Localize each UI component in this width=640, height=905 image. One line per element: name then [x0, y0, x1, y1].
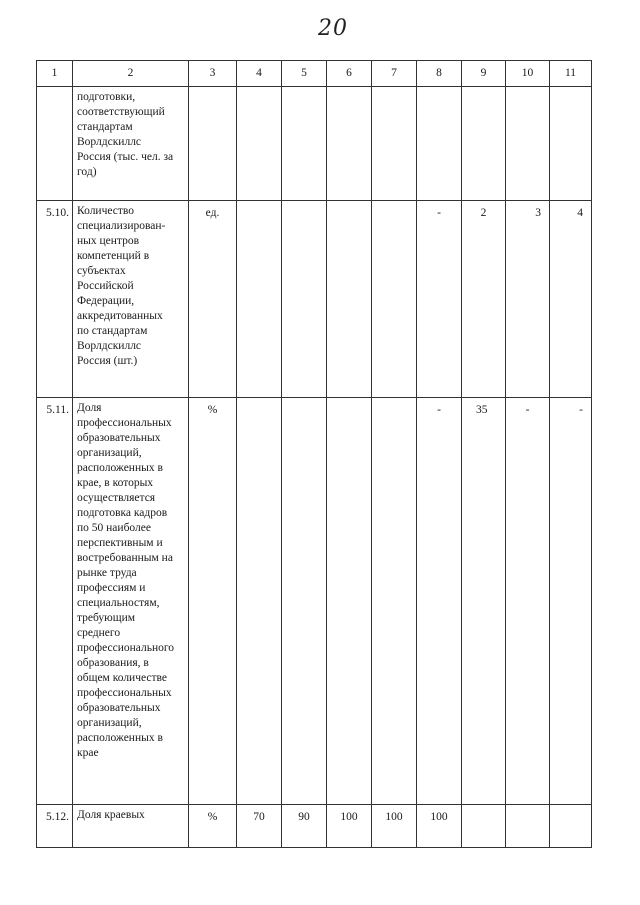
unit: ед.	[189, 201, 237, 398]
value-cell: -	[550, 398, 592, 805]
unit: %	[189, 805, 237, 848]
value-cell: -	[417, 398, 462, 805]
value-cell	[462, 805, 506, 848]
value-cell	[237, 87, 282, 201]
value-cell: -	[417, 201, 462, 398]
value-cell	[237, 201, 282, 398]
value-cell	[327, 87, 372, 201]
indicator-name: Доля краевых	[73, 805, 189, 848]
value-cell: 100	[327, 805, 372, 848]
value-cell	[506, 805, 550, 848]
column-number: 1	[37, 61, 73, 87]
value-cell: 100	[372, 805, 417, 848]
indicator-name: Количество специализирован- ных центров компетенций в субъектах Российской Федерации, аккредитованных по стандартам Ворлдскиллс Россия (шт.)	[73, 201, 189, 398]
page-number: 20	[318, 16, 348, 41]
column-number: 4	[237, 61, 282, 87]
column-number: 10	[506, 61, 550, 87]
table-row	[37, 87, 592, 201]
value-cell	[372, 87, 417, 201]
value-cell	[550, 87, 592, 201]
value-cell: 100	[417, 805, 462, 848]
column-number: 3	[189, 61, 237, 87]
value-cell: -	[506, 398, 550, 805]
row-number: 5.11.	[37, 398, 73, 805]
value-cell	[417, 87, 462, 201]
column-number: 2	[73, 61, 189, 87]
value-cell: 70	[237, 805, 282, 848]
table-row	[37, 398, 592, 805]
value-cell	[462, 87, 506, 201]
value-cell: 4	[550, 201, 592, 398]
value-cell	[237, 398, 282, 805]
row-number: 5.12.	[37, 805, 73, 848]
unit: %	[189, 398, 237, 805]
row-number	[37, 87, 73, 201]
value-cell	[327, 398, 372, 805]
column-number-row	[37, 61, 592, 87]
indicator-name: подготовки, соответствующий стандартам Ворлдскиллс Россия (тыс. чел. за год)	[73, 87, 189, 201]
table-row	[37, 805, 592, 848]
value-cell	[506, 87, 550, 201]
column-number: 11	[550, 61, 592, 87]
column-number: 5	[282, 61, 327, 87]
column-number: 9	[462, 61, 506, 87]
value-cell	[327, 201, 372, 398]
indicator-table	[36, 60, 592, 848]
unit	[189, 87, 237, 201]
value-cell	[282, 201, 327, 398]
column-number: 7	[372, 61, 417, 87]
row-number: 5.10.	[37, 201, 73, 398]
value-cell	[372, 201, 417, 398]
value-cell	[550, 805, 592, 848]
table-row	[37, 201, 592, 398]
value-cell	[372, 398, 417, 805]
indicator-name: Доля профессиональных образовательных организаций, расположенных в крае, в которых осуществляется подготовка кадров по 50 наиболее перспективным и востребованным на рынке труда профессиям и специальностям, требующим среднего профессионального образования, в общем количестве профессиональных образовательных организаций, расположенных в крае	[73, 398, 189, 805]
value-cell: 3	[506, 201, 550, 398]
value-cell: 35	[462, 398, 506, 805]
value-cell: 2	[462, 201, 506, 398]
value-cell	[282, 87, 327, 201]
value-cell: 90	[282, 805, 327, 848]
value-cell	[282, 398, 327, 805]
column-number: 8	[417, 61, 462, 87]
column-number: 6	[327, 61, 372, 87]
